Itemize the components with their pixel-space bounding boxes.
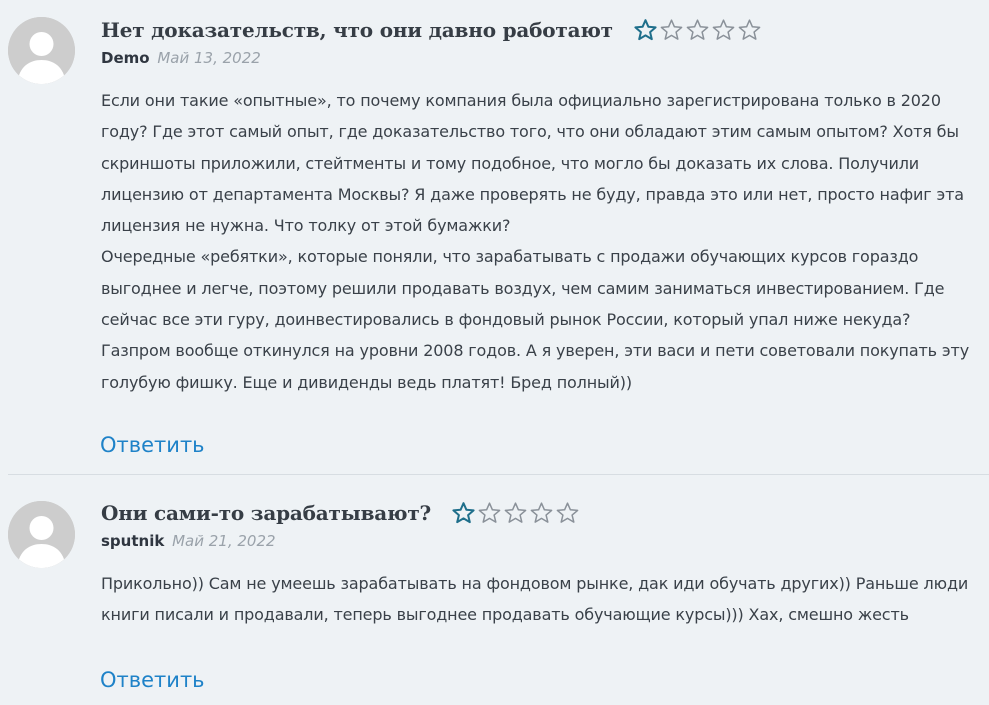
review-body	[101, 568, 981, 631]
review-item	[0, 475, 989, 705]
user-avatar-icon	[8, 501, 75, 568]
star-rating	[451, 501, 580, 525]
review-title-row	[101, 17, 762, 43]
review-paragraph: Прикольно)) Сам не умеешь зарабатывать на фондовом рынке, дак иди обучать других)) Раньше люди книги писали и продавали, теперь выгоднее продавать обучающие курсы))) Хах, смешно жесть	[101, 574, 969, 625]
review-body	[101, 85, 981, 398]
user-avatar-icon	[8, 17, 75, 84]
reply-link[interactable]: Ответить	[100, 668, 205, 692]
review-author: sputnik	[101, 532, 165, 550]
reply-link[interactable]: Ответить	[100, 433, 205, 457]
review-date: Май 21, 2022	[172, 532, 276, 550]
review-title: Нет доказательств, что они давно работают	[101, 18, 613, 42]
review-meta	[101, 532, 276, 550]
review-title: Они сами-то зарабатывают?	[101, 501, 432, 525]
avatar	[8, 501, 75, 568]
review-paragraph: Очередные «ребятки», которые поняли, что зарабатывать с продажи обучающих курсов гораздо выгоднее и легче, поэтому решили продавать воздух, чем самим заниматься инвестированием. Где сейчас все эти гуру, доинвестировались в фондовый рынок России, который упал ниже некуда? Газпром вообще откинулся на уровни 2008 годов. А я уверен, эти васи и пети советовали покупать эту голубую фишку. Еще и дивиденды ведь платят! Бред полный))	[101, 247, 970, 392]
review-title-row	[101, 500, 580, 526]
star-empty-icon	[711, 18, 736, 42]
star-empty-icon	[529, 501, 554, 525]
avatar	[8, 17, 75, 84]
star-empty-icon	[685, 18, 710, 42]
review-author: Demo	[101, 49, 150, 67]
review-paragraph: Если они такие «опытные», то почему компания была официально зарегистрирована только в 2020 году? Где этот самый опыт, где доказательство того, что они обладают этим самым опытом? Хотя бы скриншоты приложили, стейтменты и тому подобное, что могло бы доказать их слова. Получили лицензию от департамента Москвы? Я даже проверять не буду, правда это или нет, просто нафиг эта лицензия не нужна. Что толку от этой бумажки?	[101, 91, 964, 236]
star-empty-icon	[503, 501, 528, 525]
star-empty-icon	[659, 18, 684, 42]
star-filled-icon	[451, 501, 476, 525]
star-filled-icon	[633, 18, 658, 42]
star-empty-icon	[555, 501, 580, 525]
star-empty-icon	[477, 501, 502, 525]
review-meta	[101, 49, 261, 67]
star-empty-icon	[737, 18, 762, 42]
star-rating	[633, 18, 762, 42]
review-date: Май 13, 2022	[157, 49, 261, 67]
